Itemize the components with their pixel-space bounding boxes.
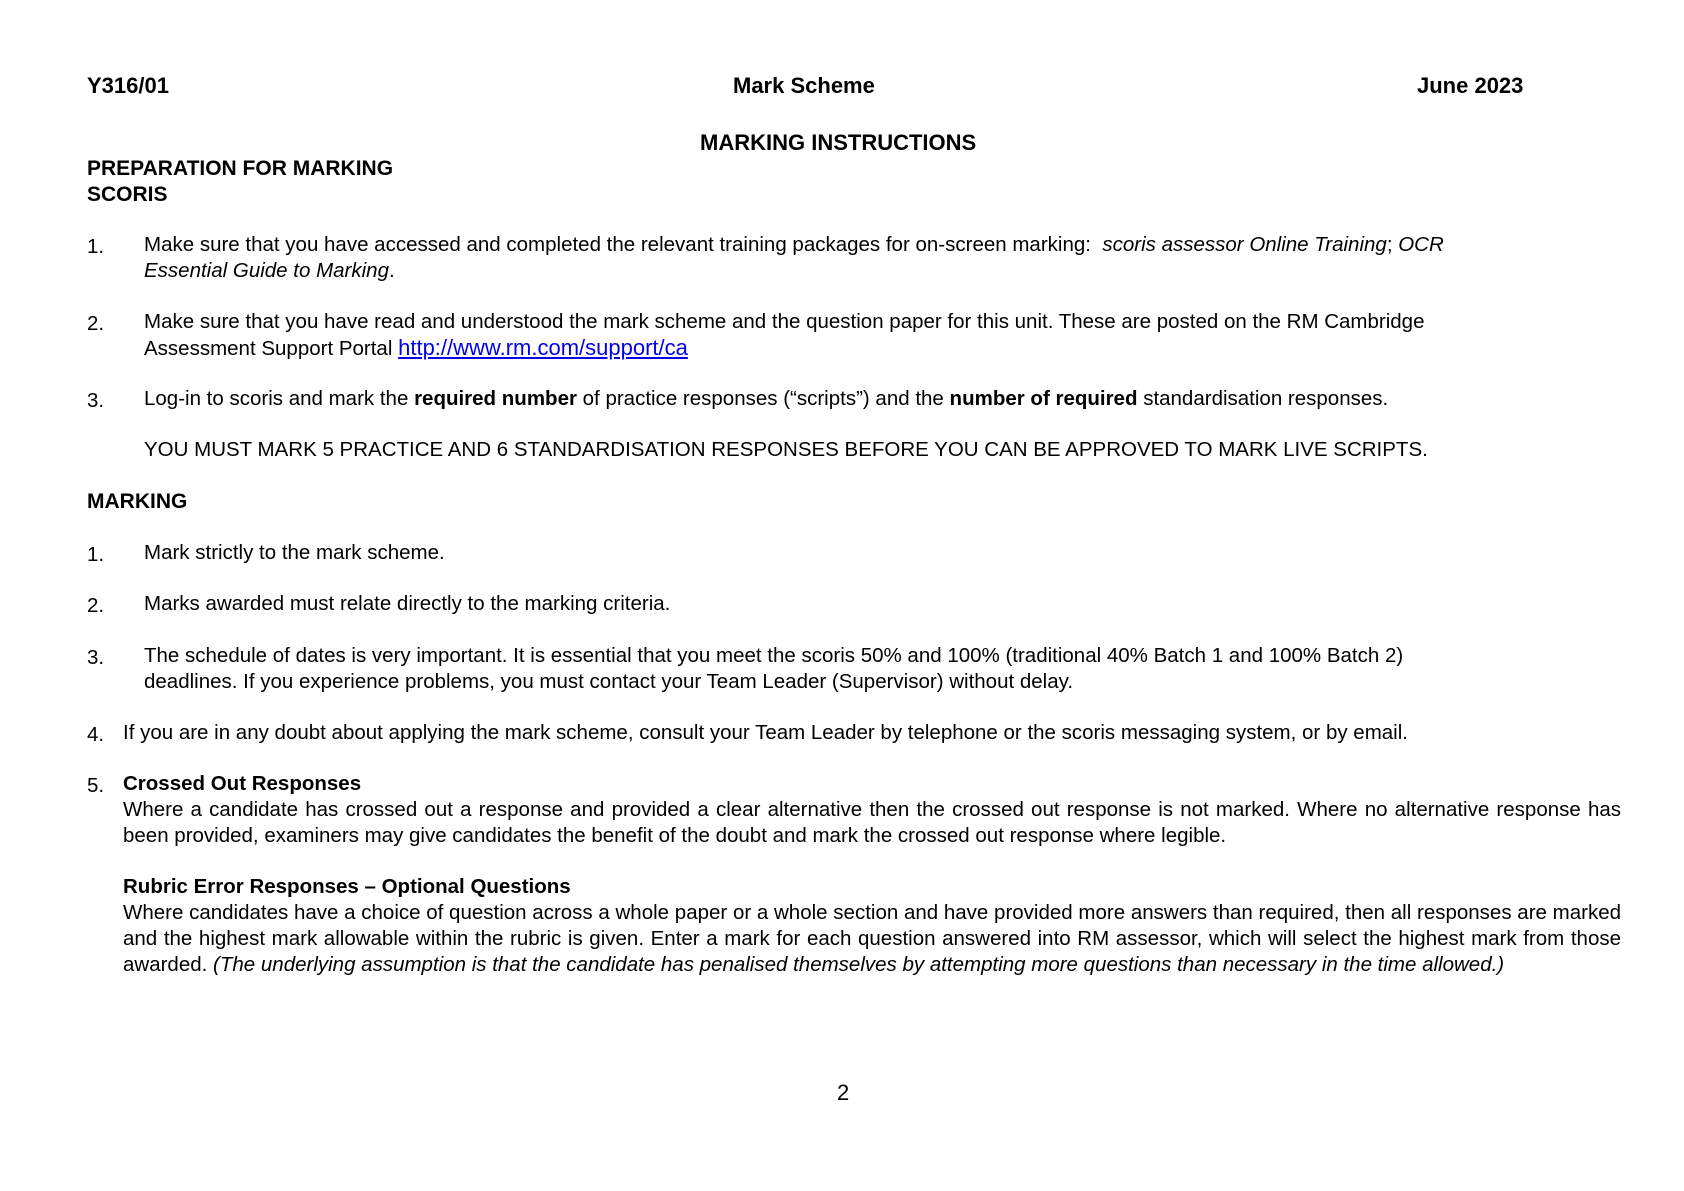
document-date: June 2023 <box>1417 73 1524 98</box>
item-italic: OCR <box>1398 233 1444 256</box>
item-text: deadlines. If you experience problems, you must contact your Team Leader (Supervisor) without delay. <box>144 670 1074 693</box>
paper-code: Y316/01 <box>87 73 169 98</box>
document-title: Mark Scheme <box>733 73 875 98</box>
page-title: MARKING INSTRUCTIONS <box>700 130 977 155</box>
list-number: 5. <box>87 774 105 797</box>
list-number: 1. <box>87 543 105 566</box>
item-text: Make sure that you have read and understood the mark scheme and the question paper for this unit. These are posted on the RM Cambridge <box>144 310 1425 333</box>
item-bold: required number <box>414 387 577 410</box>
item-text: Log-in to scoris and mark the <box>144 387 409 410</box>
prep-heading: PREPARATION FOR MARKING <box>87 157 394 180</box>
item-italic: Essential Guide to Marking <box>144 259 389 282</box>
list-item: Marks awarded must relate directly to the marking criteria. <box>144 592 671 615</box>
scoris-heading: SCORIS <box>87 183 168 206</box>
rubric-italic: (The underlying assumption is that the candidate has penalised themselves by attempting more questions than necessary in the time allowed.) <box>213 953 1505 976</box>
list-item <box>144 309 1425 362</box>
list-item <box>144 232 1444 284</box>
approval-notice: YOU MUST MARK 5 PRACTICE AND 6 STANDARDISATION RESPONSES BEFORE YOU CAN BE APPROVED TO MARK LIVE SCRIPTS. <box>144 438 1428 461</box>
item-text: Assessment Support Portal <box>144 337 393 360</box>
item-text: of practice responses (“scripts”) and the <box>582 387 944 410</box>
item-text: standardisation responses. <box>1143 387 1389 410</box>
item-text: Make sure that you have accessed and completed the relevant training packages for on-screen marking: <box>144 233 1091 256</box>
item-text: The schedule of dates is very important. It is essential that you meet the scoris 50% and 100% (traditional 40% Batch 1 and 100% Batch 2) <box>144 644 1404 667</box>
list-item: Mark strictly to the mark scheme. <box>144 541 445 564</box>
marking-heading: MARKING <box>87 490 188 513</box>
rubric-heading: Rubric Error Responses – Optional Questions <box>123 875 571 898</box>
rubric-text <box>123 900 1621 978</box>
item-italic: scoris assessor Online Training <box>1102 233 1387 256</box>
page-number: 2 <box>837 1080 850 1105</box>
item-separator: ; <box>1386 233 1393 256</box>
list-number: 4. <box>87 723 105 746</box>
list-number: 3. <box>87 389 105 412</box>
crossed-out-text: Where a candidate has crossed out a response and provided a clear alternative then the crossed out response is not marked. Where no alternative response has been provided, examiners may give candidates the benefit of the doubt and mark the crossed out response where legible. <box>123 798 1621 847</box>
list-number: 3. <box>87 646 105 669</box>
support-portal-link[interactable]: http://www.rm.com/support/ca <box>398 335 688 360</box>
crossed-out-heading: Crossed Out Responses <box>123 772 362 795</box>
list-item: If you are in any doubt about applying the mark scheme, consult your Team Leader by telephone or the scoris messaging system, or by email. <box>123 721 1408 744</box>
rubric-body: Where candidates have a choice of question across a whole paper or a whole section and have provided more answers than required, then all responses are marked and the highest mark allowable within the rubric is given. Enter a mark for each question answered into RM assessor, which will select the highest mark from those awarded. <box>123 901 1621 976</box>
list-number: 2. <box>87 312 105 335</box>
list-item <box>144 643 1403 695</box>
item-end: . <box>388 259 395 282</box>
list-item <box>144 386 1388 412</box>
list-number: 2. <box>87 594 105 617</box>
list-number: 1. <box>87 235 105 258</box>
item-bold: number of required <box>949 387 1138 410</box>
